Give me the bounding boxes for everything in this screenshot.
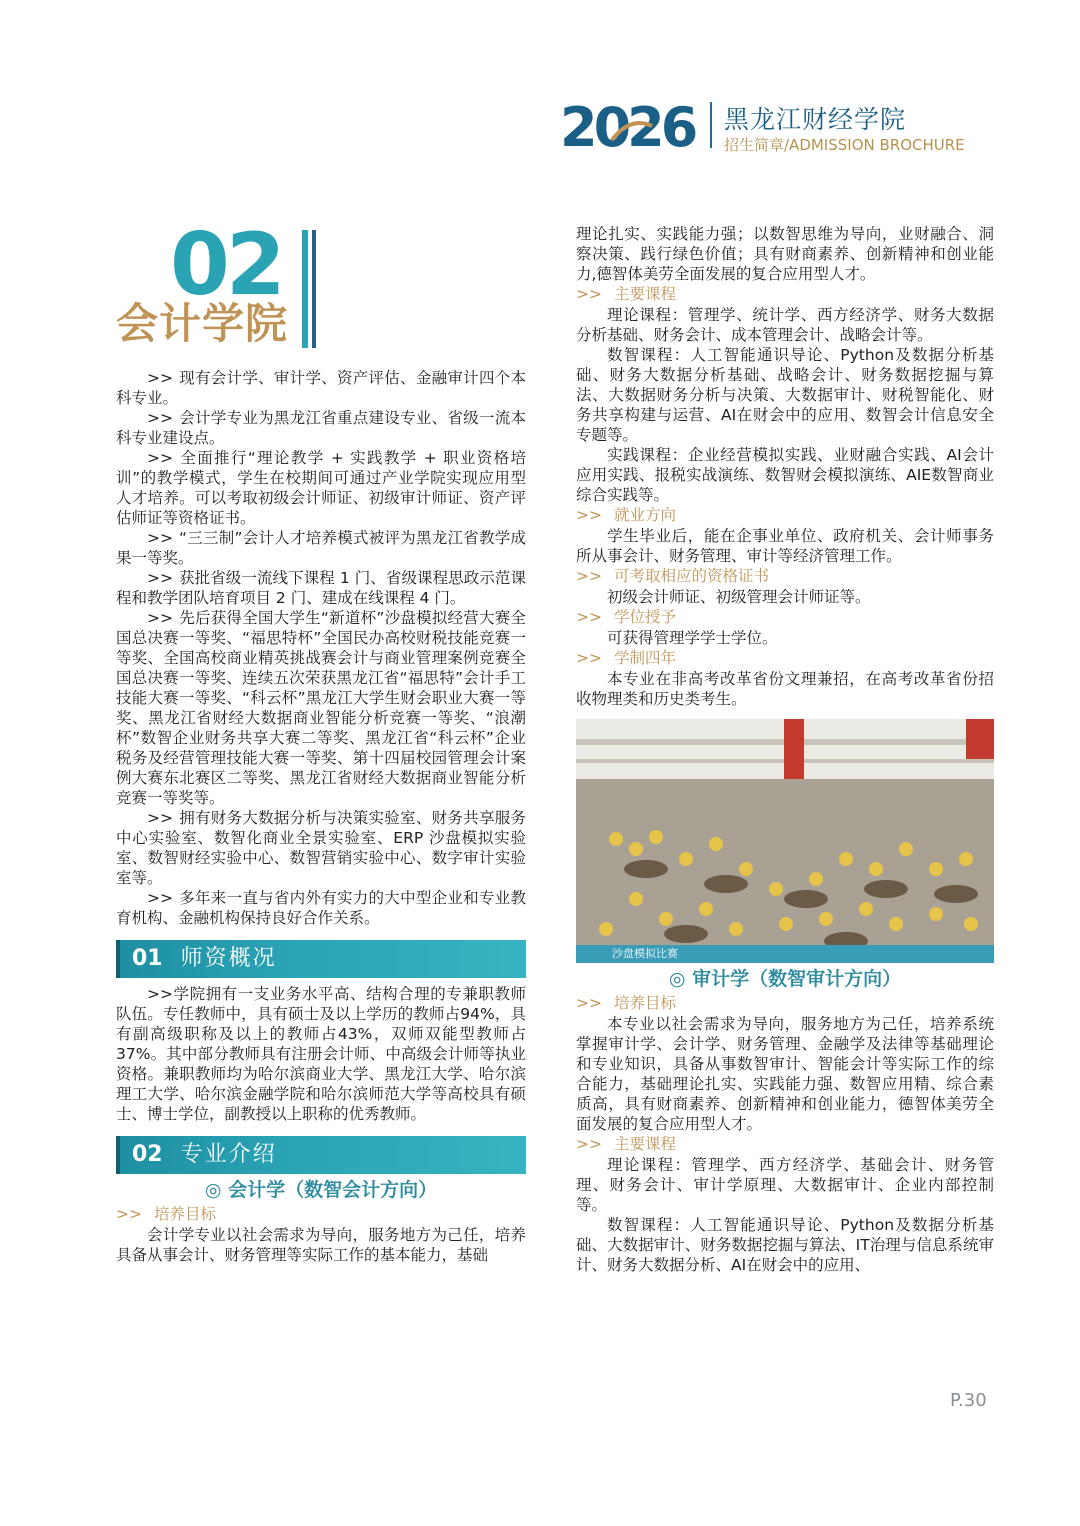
sub-label-career: >> 就业方向 (576, 506, 676, 524)
faculty-text: >>学院拥有一支业务水平高、结构合理的专兼职教师队伍。专任教师中，具有硕士及以上学历的教师占94%，具有副高级职称及以上的教师占43%，双师双能型教师占37%。其中部分教师具有注册会计师、中高级会计师等执业资格。兼职教师均为哈尔滨商业大学、黑龙江大学、哈尔滨理工大学、哈尔滨金融学院和哈尔滨师范大学等高校具有硕士、博士学位，副教授以上职称的优秀教师。 (116, 985, 526, 1123)
course-paragraph: 数智课程：人工智能通识导论、Python及数据分析基础、财务大数据分析基础、战略会计、财务数据挖掘与算法、大数据财务分析与决策、大数据审计、财税智能化、财务共享构建与运营、AI在财会中的应用、数智会计信息安全专题等。 (576, 346, 994, 444)
sub-label-duration: >> 学制四年 (576, 649, 676, 667)
left-column (116, 368, 526, 1265)
section-title: 师资概况 (180, 946, 277, 971)
course-paragraph: 实践课程：企业经营模拟实践、业财融合实践、AI会计应用实践、报税实战演练、数智财会模拟演练、AIE数智商业综合实践等。 (576, 446, 994, 504)
intro-item: >> “三三制”会计人才培养模式被评为黑龙江省教学成果一等奖。 (116, 529, 526, 567)
certificate-text: 初级会计师证、初级管理会计师证等。 (607, 588, 871, 606)
sub-label-degree: >> 学位授予 (576, 608, 676, 626)
logo-year-text: 2026 (560, 96, 695, 154)
section-bar-faculty (116, 940, 526, 978)
right-column (576, 224, 994, 1275)
sub-label-audit-courses: >> 主要课程 (576, 1135, 676, 1153)
accounting-goal-text-cont: 理论扎实、实践能力强；以数智思维为导向，业财融合、洞察决策、践行绿色价值；具有财商素养、创新精神和创业能力,德智体美劳全面发展的复合应用型人才。 (576, 225, 994, 283)
section-bar-majors (116, 1136, 526, 1174)
intro-item: >> 获批省级一流线下课程 1 门、省级课程思政示范课程和教学团队培育项目 2 门、建成在线课程 4 门。 (116, 569, 526, 607)
intro-item: >> 全面推行“理论教学 + 实践教学 + 职业资格培训”的教学模式，学生在校期间可通过产业学院实现应用型人才培养。可以考取初级会计师证、初级审计师证、资产评估师证等资格证书。 (116, 449, 526, 527)
career-text: 学生毕业后，能在企事业单位、政府机关、会计师事务所从事会计、财务管理、审计等经济管理工作。 (576, 527, 994, 565)
chapter-accent-bar-dark (312, 230, 316, 348)
page-number: P.30 (950, 1390, 987, 1411)
logo-2026 (560, 96, 700, 154)
intro-item: >> 拥有财务大数据分析与决策实验室、财务共享服务中心实验室、数智化商业全景实验室、ERP 沙盘模拟实验室、数智财经实验中心、数智营销实验中心、数字审计实验室等。 (116, 809, 526, 887)
sub-label-goal: >> 培养目标 (116, 1205, 216, 1223)
accounting-goal-text: 会计学专业以社会需求为导向，服务地方为己任，培养具备从事会计、财务管理等实际工作的基本能力，基础 (116, 1226, 526, 1264)
audit-course-paragraph: 理论课程：管理学、西方经济学、基础会计、财务管理、财务会计、审计学原理、大数据审计、企业内部控制等。 (576, 1156, 994, 1214)
photo-illustration (576, 719, 994, 963)
header-divider (710, 102, 712, 148)
course-paragraph: 理论课程：管理学、统计学、西方经济学、财务大数据分析基础、财务会计、成本管理会计、战略会计等。 (576, 306, 994, 344)
section-title: 专业介绍 (180, 1142, 277, 1167)
sub-label-certificate: >> 可考取相应的资格证书 (576, 567, 769, 585)
section-number: 02 (132, 1142, 163, 1167)
chapter-title: 会计学院 (116, 299, 289, 348)
sub-label-audit-goal: >> 培养目标 (576, 994, 676, 1012)
sub-label-courses: >> 主要课程 (576, 285, 676, 303)
sandbox-competition-photo (576, 719, 994, 963)
intro-item: >> 先后获得全国大学生“新道杯”沙盘模拟经营大赛全国总决赛一等奖、“福思特杯”全国民办高校财税技能竞赛一等奖、全国高校商业精英挑战赛会计与商业管理案例竞赛全国总决赛一等奖、连续五次荣获黑龙江省“福思特”会计手工技能大赛一等奖、“科云杯”黑龙江大学生财会职业大赛一等奖、黑龙江省财经大数据商业智能分析竞赛一等奖、“浪潮杯”数智企业财务共享大赛二等奖、黑龙江省“科云杯”企业税务及经营管理技能大赛一等奖、第十四届校园管理会计案例大赛东北赛区二等奖、黑龙江省财经大数据商业智能分析竞赛一等奖等。 (116, 609, 526, 807)
section-number: 01 (132, 946, 163, 971)
intro-item: >> 多年来一直与省内外有实力的大中型企业和专业教育机构、金融机构保持良好合作关系。 (116, 889, 526, 927)
school-name: 黑龙江财经学院 (724, 105, 907, 134)
degree-text: 可获得管理学学士学位。 (607, 629, 778, 647)
major-title-audit: ◎ 审计学（数智审计方向） (668, 968, 902, 990)
chapter-number: 02 (170, 215, 282, 315)
audit-course-paragraph: 数智课程：人工智能通识导论、Python及数据分析基础、大数据审计、财务数据挖掘与算法、IT治理与信息系统审计、财务大数据分析、AI在财会中的应用、 (576, 1216, 994, 1274)
intro-item: >> 现有会计学、审计学、资产评估、金融审计四个本科专业。 (116, 369, 526, 407)
brochure-subtitle: 招生简章/ADMISSION BROCHURE (724, 136, 965, 154)
intro-item: >> 会计学专业为黑龙江省重点建设专业、省级一流本科专业建设点。 (116, 409, 526, 447)
duration-text: 本专业在非高考改革省份文理兼招，在高考改革省份招收物理类和历史类考生。 (576, 670, 994, 708)
chapter-accent-bar (302, 230, 308, 348)
photo-caption: 沙盘模拟比赛 (576, 945, 994, 963)
audit-goal-text: 本专业以社会需求为导向，服务地方为己任，培养系统掌握审计学、会计学、财务管理、金融学及法律等基础理论和专业知识，具备从事数智审计、智能会计等实际工作的综合能力，基础理论扎实、实践能力强、数智应用精、综合素质高，具有财商素养、创新精神和创业能力，德智体美劳全面发展的复合应用型人才。 (576, 1015, 994, 1133)
major-title-accounting: ◎ 会计学（数智会计方向） (204, 1179, 438, 1201)
